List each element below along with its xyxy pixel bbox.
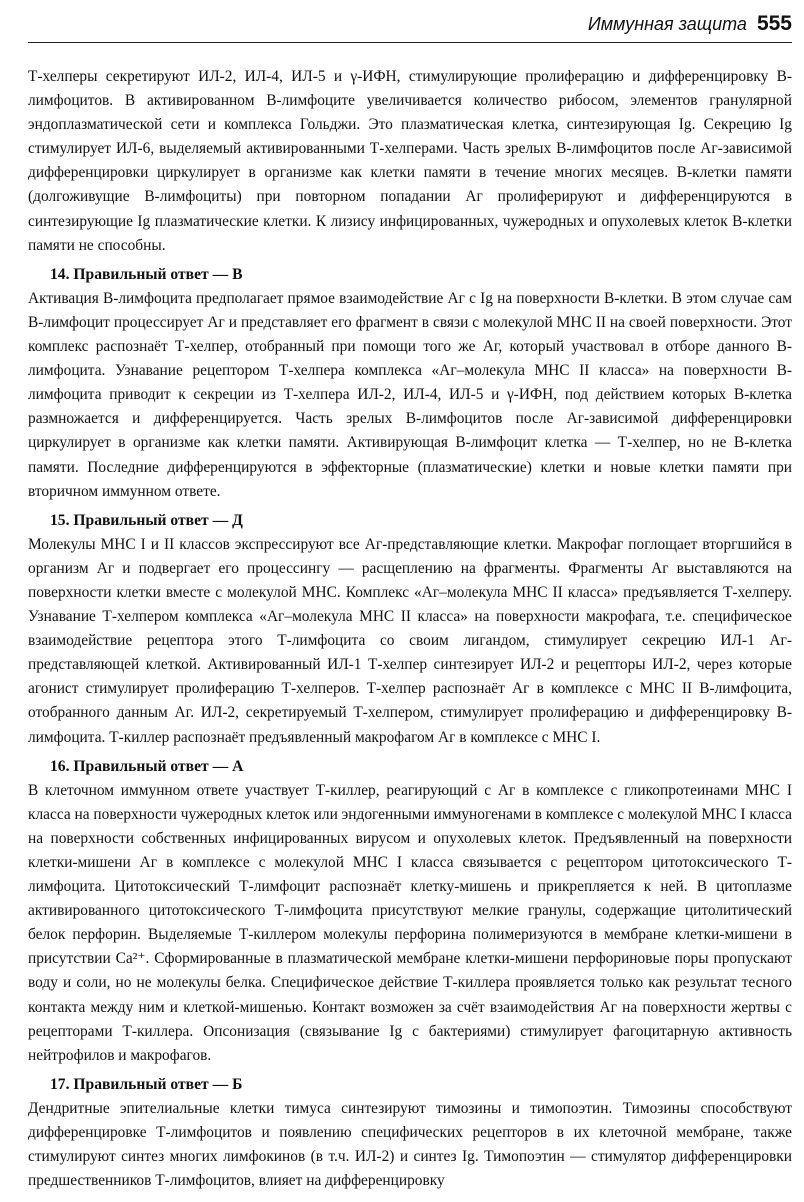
answer-section-17	[28, 1073, 792, 1193]
answer-section-16	[28, 755, 792, 1068]
answer-heading: 14. Правильный ответ — В	[50, 265, 243, 283]
header-title: Иммунная защита	[587, 14, 747, 34]
page-body	[28, 65, 792, 1193]
running-header	[28, 12, 792, 43]
answer-heading: 17. Правильный ответ — Б	[50, 1075, 243, 1093]
answer-section-14	[28, 263, 792, 504]
answer-section-15	[28, 509, 792, 750]
page-number: 555	[756, 12, 792, 35]
page	[28, 12, 792, 1193]
intro-paragraph: Т-хелперы секретируют ИЛ-2, ИЛ-4, ИЛ-5 и γ-ИФН, стимулирующие пролиферацию и дифференцировку В-лимфоцитов. В активированном В-лимфоците увеличивается количество рибосом, элементов гранулярной эндоплазматической сети и комплекса Гольджи. Это плазматическая клетка, синтезирующая Ig. Секрецию Ig стимулирует ИЛ-6, выделяемый активированными Т-хелперами. Часть зрелых В-лимфоцитов после Аг-зависимой дифференцировки циркулирует в организме как клетки памяти в течение многих месяцев. В-клетки памяти (долгоживущие В-лимфоциты) при повторном попадании Аг пролиферируют и дифференцируются в синтезирующие Ig плазматические клетки. К лизису инфицированных, чужеродных и опухолевых клеток В-клетки памяти не способны.	[28, 68, 792, 254]
answer-text: Дендритные эпителиальные клетки тимуса синтезируют тимозины и тимопоэтин. Тимозины способствуют дифференцировке Т-лимфоцитов и появлению специфических рецепторов в их клеточной мембране, также стимулируют синтез многих лимфокинов (в т.ч. ИЛ-2) и синтез Ig. Тимопоэтин — стимулятор дифференцировки предшественников Т-лимфоцитов, влияет на дифференцировку	[28, 1099, 792, 1190]
answer-text: В клеточном иммунном ответе участвует Т-киллер, реагирующий с Аг в комплексе с гликопротеинами МНС I класса на поверхности чужеродных клеток или эндогенными иммуногенами в комплексе с молекулой МНС I класса на поверхности собственных инфицированных вирусом и опухолевых клеток. Предъявленный на поверхности клетки-мишени Аг в комплексе с молекулой МНС I класса связывается с рецептором цитотоксического Т-лимфоцита. Цитотоксический Т-лимфоцит распознаёт клетку-мишень и прикрепляется к ней. В цитоплазме активированного цитотоксического Т-лимфоцита присутствуют мелкие гранулы, содержащие цитолитический белок перфорин. Выделяемые Т-киллером молекулы перфорина полимеризуются в мембране клетки-мишени в присутствии Ca²⁺. Сформированные в плазматической мембране клетки-мишени перфориновые поры пропускают воду и соли, но не молекулы белка. Специфическое действие Т-киллера проявляется только как результат тесного контакта между ним и клеткой-мишенью. Контакт возможен за счёт взаимодействия Аг на поверхности жертвы с рецепторами Т-киллера. Опсонизация (связывание Ig с бактериями) стимулирует фагоцитарную активность нейтрофилов и макрофагов.	[28, 781, 792, 1064]
answer-heading: 16. Правильный ответ — А	[50, 757, 244, 775]
answer-text: Активация В-лимфоцита предполагает прямое взаимодействие Аг с Ig на поверхности В-клетки. В этом случае сам В-лимфоцит процессирует Аг и представляет его фрагмент в связи с молекулой МНС II на своей поверхности. Этот комплекс распознаёт Т-хелпер, отобранный при помощи того же Аг, который участвовал в отборе данного В-лимфоцита. Узнавание рецептором Т-хелпера комплекса «Аг–молекула МНС II класса» на поверхности В-лимфоцита приводит к секреции из Т-хелпера ИЛ-2, ИЛ-4, ИЛ-5 и γ-ИФН, под действием которых В-клетка размножается и дифференцируется. Часть зрелых В-лимфоцитов после Аг-зависимой дифференцировки циркулирует в организме как клетки памяти. Активирующая В-лимфоцит клетка — Т-хелпер, но не В-клетка памяти. Последние дифференцируются в эффекторные (плазматические) клетки и новые клетки памяти при вторичном иммунном ответе.	[28, 289, 792, 500]
answer-heading: 15. Правильный ответ — Д	[50, 511, 243, 529]
answer-text: Молекулы МНС I и II классов экспрессируют все Аг-представляющие клетки. Макрофаг поглощает вторгшийся в организм Аг и подвергает его процессингу — расщеплению на фрагменты. Фрагменты Аг выставляются на поверхности клетки вместе с молекулой МНС. Комплекс «Аг–молекула МНС II класса» предъявляется Т-хелперу. Узнавание Т-хелпером комплекса «Аг–молекула МНС II класса» на поверхности макрофага, т.е. специфическое взаимодействие рецептора этого Т-лимфоцита со своим лигандом, стимулирует секрецию ИЛ-1 Аг-представляющей клеткой. Активированный ИЛ-1 Т-хелпер синтезирует ИЛ-2 и рецепторы ИЛ-2, через которые агонист стимулирует пролиферацию Т-хелперов. Т-хелпер распознаёт Аг в комплексе с МНС II В-лимфоцита, отобранного данным Аг. ИЛ-2, секретируемый Т-хелпером, стимулирует пролиферацию и дифференцировку В-лимфоцита. Т-киллер распознаёт предъявленный макрофагом Аг в комплексе с МНС I.	[28, 535, 792, 746]
